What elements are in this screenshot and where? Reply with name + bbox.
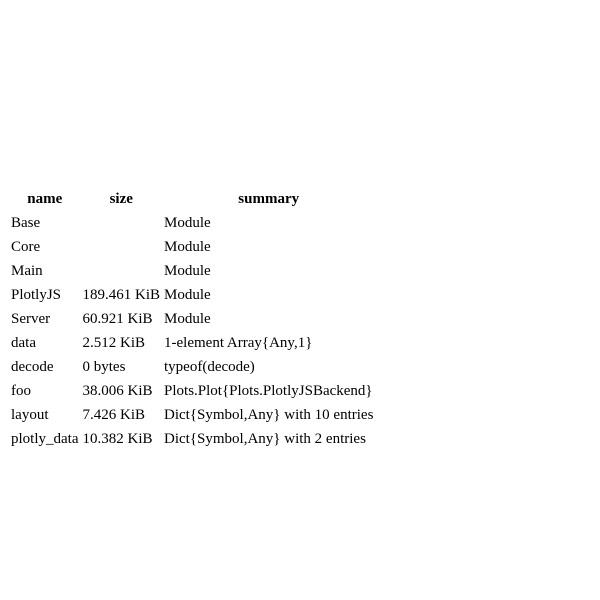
cell-name: Core [11,239,41,255]
cell-summary: Module [164,215,211,231]
table-row [10,236,374,258]
column-header-name: name [27,191,63,207]
cell-summary: Dict{Symbol,Any} with 2 entries [164,431,366,447]
cell-summary: Plots.Plot{Plots.PlotlyJSBackend} [164,383,373,399]
header-row [10,188,374,210]
table-row [10,212,374,234]
cell-name: Main [11,263,43,279]
table-row [10,308,374,330]
cell-summary: Module [164,287,211,303]
cell-size: 2.512 KiB [82,335,146,351]
cell-size: 10.382 KiB [82,431,153,447]
cell-size: 38.006 KiB [82,383,153,399]
table-row [10,380,374,402]
column-header-summary: summary [238,191,300,207]
cell-name: foo [11,383,31,399]
table-row [10,404,374,426]
cell-summary: 1-element Array{Any,1} [164,335,313,351]
cell-name: data [11,335,36,351]
table-row [10,356,374,378]
cell-size [82,236,162,258]
cell-size: 189.461 KiB [82,287,161,303]
cell-name: Server [11,311,51,327]
cell-summary: Module [164,263,211,279]
cell-summary: Dict{Symbol,Any} with 10 entries [164,407,374,423]
cell-summary: Module [164,239,211,255]
cell-summary: typeof(decode) [164,359,255,375]
column-header-size: size [109,191,133,207]
cell-summary: Module [164,311,211,327]
cell-name: layout [11,407,49,423]
cell-size [82,212,162,234]
cell-name: Base [11,215,41,231]
variables-table [8,186,376,452]
cell-size: 0 bytes [82,359,126,375]
table-row [10,260,374,282]
table-row [10,332,374,354]
cell-size [82,260,162,282]
table-row [10,284,374,306]
cell-size: 60.921 KiB [82,311,153,327]
cell-name: plotly_data [11,431,79,447]
table-row [10,428,374,450]
cell-name: decode [11,359,54,375]
cell-size: 7.426 KiB [82,407,146,423]
cell-name: PlotlyJS [11,287,62,303]
